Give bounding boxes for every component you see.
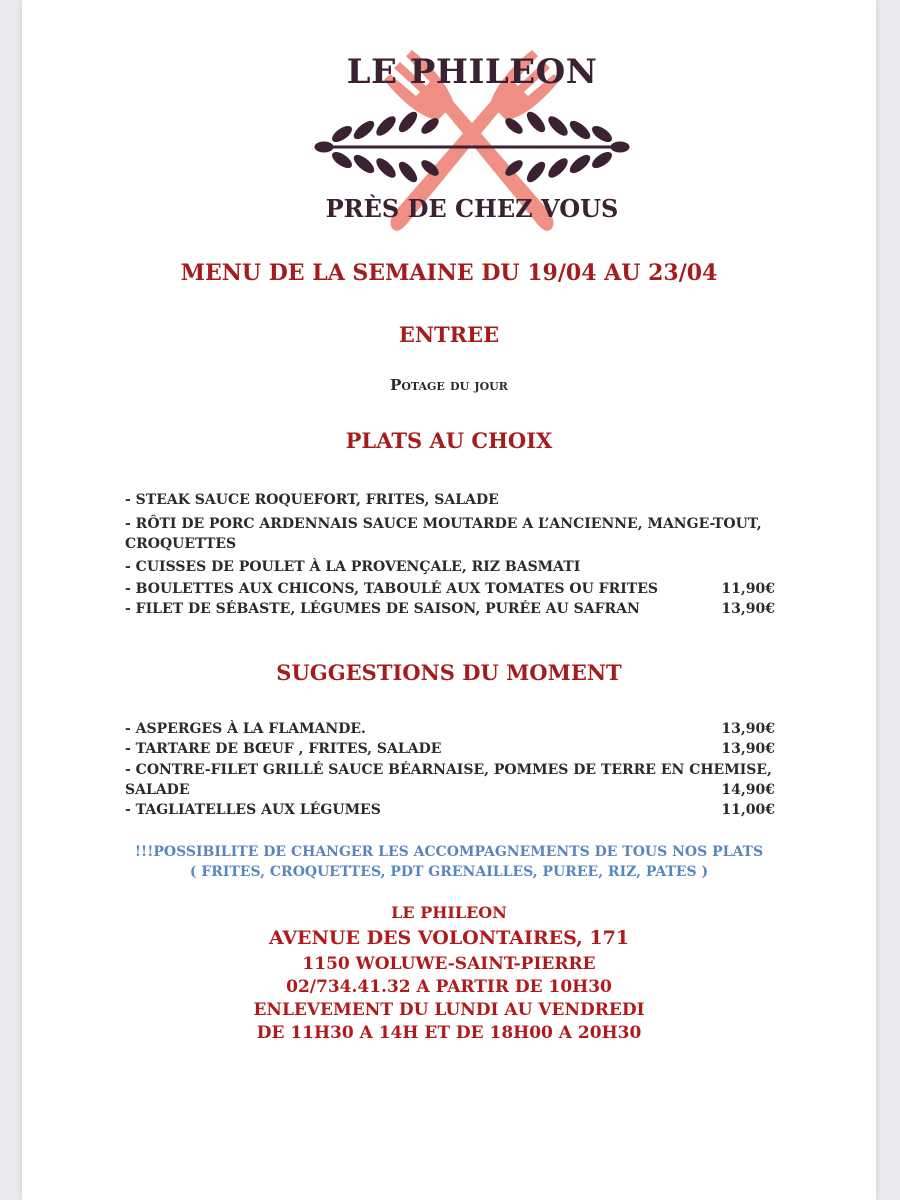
brand-name: LE PHILEON: [346, 52, 598, 92]
dish-price: 13,90€: [721, 601, 775, 617]
brand-tagline: PRÈS DE CHEZ VOUS: [325, 194, 619, 223]
suggestion-price: 11,00€: [721, 802, 775, 818]
footer-address: AVENUE DES VOLONTAIRES, 171: [268, 927, 630, 949]
footer-city: 1150 WOLUWE-SAINT-PIERRE: [302, 954, 596, 974]
suggestion-item: [125, 719, 775, 739]
dish-item: [125, 557, 775, 577]
footer-name: LE PHILEON: [391, 903, 507, 922]
menu-page: [22, 0, 876, 1200]
suggestion-price: 13,90€: [721, 721, 775, 737]
dish-text: - BOULETTES AUX CHICONS, TABOULÉ AUX TOMATES OU FRITES: [125, 581, 658, 597]
dish-text: - CUISSES DE POULET À LA PROVENÇALE, RIZ BASMATI: [125, 559, 581, 575]
suggestions-heading: SUGGESTIONS DU MOMENT: [276, 660, 622, 685]
footer-phone: 02/734.41.32 A PARTIR DE 10H30: [286, 977, 612, 997]
suggestion-text: - CONTRE-FILET GRILLÉ SAUCE BÉARNAISE, POMMES DE TERRE EN CHEMISE,: [125, 762, 772, 778]
suggestion-item: [125, 760, 775, 800]
notice-line-1: !!!POSSIBILITE DE CHANGER LES ACCOMPAGNEMENTS DE TOUS NOS PLATS: [134, 844, 764, 860]
footer-pickup: ENLEVEMENT DU LUNDI AU VENDREDI: [253, 1000, 645, 1020]
suggestion-item: [125, 800, 775, 820]
suggestion-text: - TARTARE DE BŒUF , FRITES, SALADE: [125, 741, 442, 757]
restaurant-logo: [302, 30, 642, 245]
plats-heading: PLATS AU CHOIX: [345, 428, 553, 453]
entree-heading: ENTREE: [398, 322, 500, 347]
dish-text: - STEAK SAUCE ROQUEFORT, FRITES, SALADE: [125, 492, 499, 508]
dish-text: - FILET DE SÉBASTE, LÉGUMES DE SAISON, PURÉE AU SAFRAN: [125, 601, 640, 617]
footer-hours: DE 11H30 A 14H ET DE 18H00 A 20H30: [256, 1023, 642, 1043]
suggestion-price: 14,90€: [721, 782, 775, 798]
dish-item: [125, 599, 775, 619]
suggestion-text: - ASPERGES À LA FLAMANDE.: [125, 721, 366, 737]
dish-item: [125, 490, 775, 510]
suggestion-text-continued: SALADE: [125, 782, 190, 798]
suggestion-item: [125, 739, 775, 759]
menu-title: MENU DE LA SEMAINE DU 19/04 AU 23/04: [180, 260, 718, 286]
dish-item: [125, 514, 775, 554]
notice-line-2: ( FRITES, CROQUETTES, PDT GRENAILLES, PUREE, RIZ, PATES ): [189, 864, 709, 880]
dish-item: [125, 579, 775, 599]
dish-text-continued: CROQUETTES: [125, 536, 237, 552]
entree-item: Potage du jour: [390, 376, 508, 394]
dish-text: - RÔTI DE PORC ARDENNAIS SAUCE MOUTARDE A L’ANCIENNE, MANGE-TOUT,: [125, 516, 762, 532]
suggestion-price: 13,90€: [721, 741, 775, 757]
suggestion-text: - TAGLIATELLES AUX LÉGUMES: [125, 802, 381, 818]
dish-price: 11,90€: [721, 581, 775, 597]
